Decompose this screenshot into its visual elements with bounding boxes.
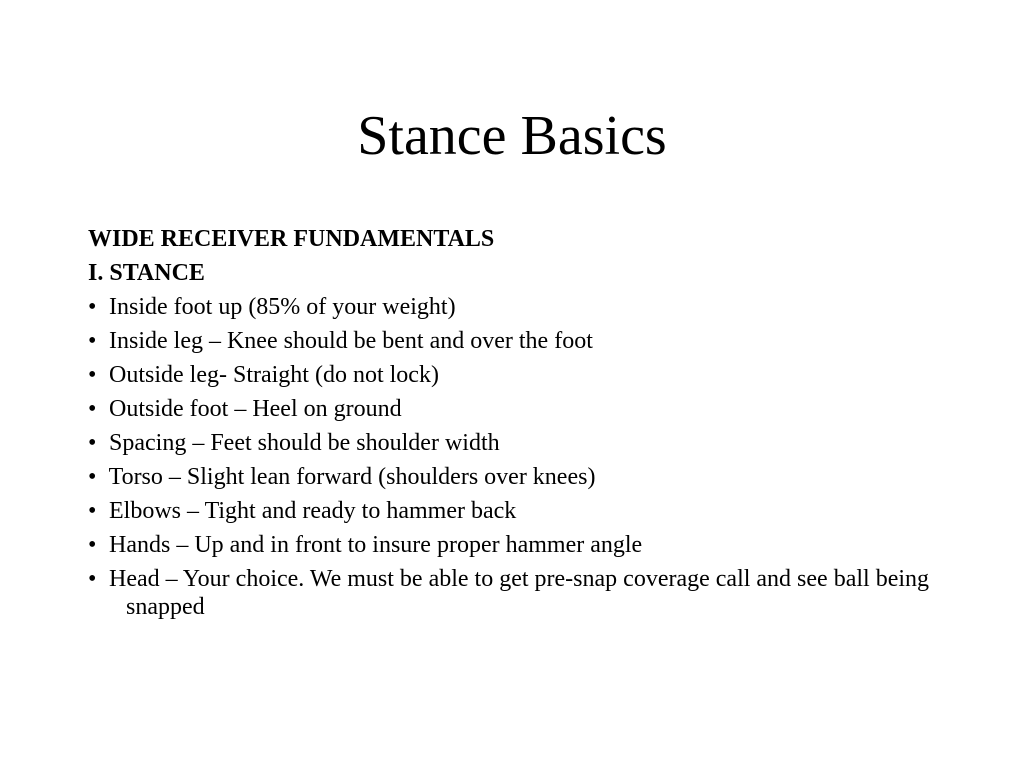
sub-heading: I. STANCE: [88, 260, 205, 286]
list-item: [88, 494, 948, 528]
slide-body: [88, 222, 948, 621]
bullet-marker: •: [88, 430, 97, 456]
bullet-text: Elbows – Tight and ready to hammer back: [109, 498, 517, 524]
bullet-marker: •: [88, 566, 97, 592]
bullet-marker: •: [88, 362, 97, 388]
bullet-text: Inside foot up (85% of your weight): [109, 294, 456, 320]
list-item: [88, 528, 948, 562]
bullet-marker: •: [88, 396, 97, 422]
bullet-text: Torso – Slight lean forward (shoulders over knees): [108, 464, 596, 490]
bullet-marker: •: [88, 464, 97, 490]
section-heading: WIDE RECEIVER FUNDAMENTALS: [88, 226, 495, 252]
bullet-marker: •: [88, 498, 97, 524]
bullet-list: [88, 290, 948, 621]
bullet-text: Head – Your choice. We must be able to get pre-snap coverage call and see ball being snapped: [109, 566, 930, 620]
bullet-text: Spacing – Feet should be shoulder width: [109, 430, 500, 456]
bullet-marker: •: [88, 532, 97, 558]
list-item: [88, 426, 948, 460]
list-item: [88, 324, 948, 358]
list-item: [88, 358, 948, 392]
slide-title: Stance Basics: [357, 105, 667, 167]
list-item: [88, 392, 948, 426]
bullet-text: Hands – Up and in front to insure proper hammer angle: [109, 532, 643, 558]
bullet-text: Outside leg- Straight (do not lock): [109, 362, 439, 388]
bullet-text: Outside foot – Heel on ground: [109, 396, 402, 422]
bullet-text: Inside leg – Knee should be bent and over the foot: [109, 328, 593, 354]
list-item: [88, 460, 948, 494]
bullet-marker: •: [88, 294, 97, 320]
bullet-marker: •: [88, 328, 97, 354]
list-item: [88, 562, 948, 621]
list-item: [88, 290, 948, 324]
